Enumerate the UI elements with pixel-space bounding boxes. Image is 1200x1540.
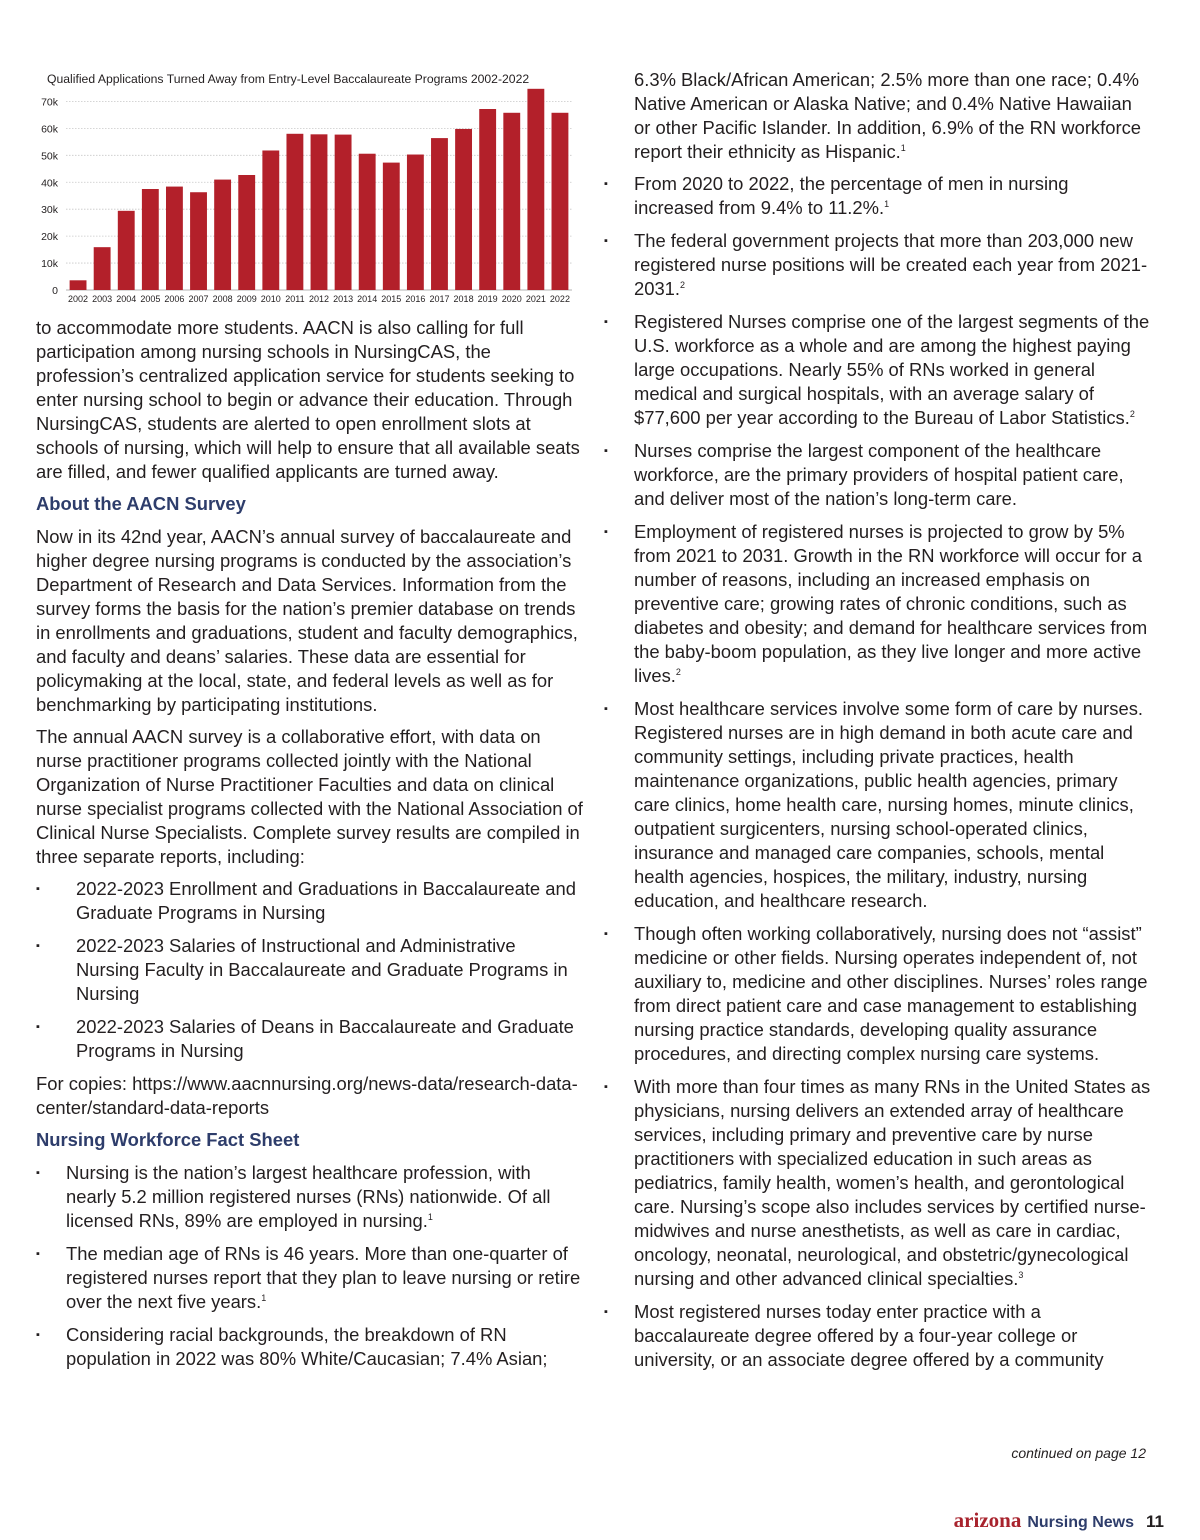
y-tick-label: 0 — [52, 285, 58, 297]
y-tick-label: 50k — [41, 150, 58, 163]
bar-2008 — [214, 180, 231, 290]
continued-fact-text: 6.3% Black/African American; 2.5% more than one race; 0.4% Native American or Alaska Native; and 0.4% Native Hawaiian or other Pacific Islander. In addition, 6.9% of the RN workforce report their ethnicity as Hispanic.$^1$ — [634, 69, 1142, 162]
fact-sheet-heading: Nursing Workforce Fact Sheet — [36, 1129, 300, 1150]
x-tick-label: 2019 — [477, 294, 498, 304]
chart-title: Qualified Applications Turned Away from Entry-Level Baccalaureate Programs 2002-2022 — [47, 72, 530, 86]
x-tick-label: 2015 — [381, 294, 402, 304]
page-footer — [954, 1508, 1164, 1533]
footnote-ref: 1 — [900, 143, 906, 153]
footnote-ref: 1 — [261, 1293, 267, 1303]
x-tick-label: 2021 — [525, 294, 546, 304]
bar-2018 — [455, 129, 472, 290]
report-item: ▪ 2022-2023 Salaries of Instructional and Administrative Nursing Faculty in Baccalaureate and Graduate Programs in Nursing — [36, 934, 584, 1006]
bar-2009 — [238, 175, 255, 290]
bar-2007 — [190, 192, 207, 290]
continued-note: continued on page 12 — [1011, 1445, 1146, 1461]
fact-item: ▪ Nurses comprise the largest component of the healthcare workforce, are the primary providers of hospital patient care, and deliver most of the nation’s long-term care. — [604, 439, 1152, 511]
survey-paragraph-1: Now in its 42nd year, AACN’s annual survey of baccalaureate and higher degree nursing programs is conducted by the association’s Department of Research and Data Services. Information from the survey forms the basis for the nation’s premier database on trends in enrollments and graduations, student and faculty demographics, and faculty and deans’ salaries. These data are essential for policymaking at the local, state, and federal levels as well as for benchmarking by participating institutions. — [36, 526, 578, 715]
copies-link-text: For copies: https://www.aacnnursing.org/news-data/research-data-center/standard-data-reports — [36, 1073, 578, 1118]
x-tick-label: 2011 — [285, 294, 305, 304]
page-number: 11 — [1146, 1512, 1164, 1531]
fact-item: ▪ Most healthcare services involve some form of care by nurses. Registered nurses are in high demand in both acute care and community settings, including private practices, health maintenance organizations, public health agencies, primary care clinics, home health care, nursing homes, minute clinics, outpatient surgicenters, nursing school-operated clinics, insurance and managed care companies, schools, mental health agencies, hospices, the military, industry, nursing education, and healthcare research. — [604, 697, 1152, 913]
bar-2012 — [311, 134, 328, 290]
report-item: ▪ 2022-2023 Enrollment and Graduations in Baccalaureate and Graduate Programs in Nursing — [36, 877, 584, 925]
footnote-ref: 2 — [1129, 409, 1135, 419]
fact-list-right — [604, 172, 1152, 1372]
bar-2015 — [383, 163, 400, 290]
x-tick-label: 2012 — [308, 294, 330, 304]
bar-2019 — [479, 109, 496, 290]
y-tick-label: 20k — [41, 231, 58, 244]
y-tick-label: 60k — [41, 123, 58, 136]
bar-2016 — [407, 155, 424, 290]
x-tick-label: 2014 — [357, 294, 378, 304]
x-tick-label: 2022 — [549, 294, 570, 304]
fact-item: ▪ The median age of RNs is 46 years. More than one-quarter of registered nurses report that they plan to leave nursing or retire over the next five years.$^1$ — [36, 1242, 584, 1314]
bar-2017 — [431, 138, 448, 290]
fact-list-left — [36, 1161, 584, 1371]
x-tick-label: 2004 — [116, 294, 137, 304]
fact-item: ▪ Considering racial backgrounds, the breakdown of RN population in 2022 was 80% White/Caucasian; 7.4% Asian; — [36, 1323, 584, 1371]
survey-heading: About the AACN Survey — [36, 493, 246, 514]
x-tick-label: 2009 — [236, 294, 257, 304]
y-tick-label: 40k — [41, 177, 58, 190]
fact-item: ▪ Though often working collaboratively, nursing does not “assist” medicine or other fields. Nursing operates independent of, not auxiliary to, medicine and other disciplines. Nurses’ roles range from direct patient care and case management to establishing nursing practice standards, developing quality assurance procedures, and directing complex nursing care systems. — [604, 922, 1152, 1066]
bar-2006 — [166, 187, 183, 290]
publication-name: Nursing News — [1027, 1514, 1135, 1531]
bar-2011 — [286, 134, 303, 290]
bar-2005 — [142, 189, 159, 290]
x-tick-label: 2006 — [164, 294, 185, 304]
x-tick-label: 2018 — [453, 294, 474, 304]
publication-logo: arizona — [953, 1508, 1022, 1532]
x-tick-label: 2003 — [92, 294, 113, 304]
y-tick-label: 70k — [41, 96, 58, 109]
x-tick-label: 2020 — [501, 294, 522, 304]
footnote-ref: 1 — [427, 1212, 433, 1222]
bar-2014 — [359, 154, 376, 290]
x-tick-label: 2002 — [68, 294, 89, 304]
fact-item: ▪ The federal government projects that more than 203,000 new registered nurse positions will be created each year from 2021-2031.$^2$ — [604, 229, 1152, 301]
bar-2004 — [118, 211, 135, 290]
x-tick-label: 2013 — [333, 294, 354, 304]
bar-2022 — [552, 113, 569, 290]
intro-paragraph: to accommodate more students. AACN is also calling for full participation among nursing schools in NursingCAS, the profession’s centralized application service for students seeking to enter nursing school to begin or advance their education. Through NursingCAS, students are alerted to open enrollment slots at schools of nursing, which will help to ensure that all available seats are filled, and fewer qualified applicants are turned away. — [36, 317, 580, 482]
fact-item: ▪ Registered Nurses comprise one of the largest segments of the U.S. workforce as a whole and are among the highest paying large occupations. Nearly 55% of RNs worked in general medical and surgical hospitals, with an average salary of $77,600 per year according to the Bureau of Labor Statistics.$^2$ — [604, 310, 1152, 430]
right-column — [604, 68, 1152, 1381]
footnote-ref: 2 — [680, 280, 686, 290]
fact-item: ▪ Employment of registered nurses is projected to grow by 5% from 2021 to 2031. Growth in the RN workforce will occur for a number of reasons, including an increased emphasis on preventive care; growing rates of chronic conditions, such as diabetes and obesity; and demand for healthcare services from the baby-boom population, as they live longer and more active lives.$^2$ — [604, 520, 1152, 688]
y-tick-label: 10k — [41, 258, 58, 271]
y-tick-label: 30k — [41, 204, 58, 217]
bar-2013 — [335, 135, 352, 290]
bar-2002 — [70, 280, 87, 290]
fact-item: ▪ From 2020 to 2022, the percentage of men in nursing increased from 9.4% to 11.2%.$^1$ — [604, 172, 1152, 220]
report-item: ▪ 2022-2023 Salaries of Deans in Baccalaureate and Graduate Programs in Nursing — [36, 1015, 584, 1063]
left-column — [36, 316, 584, 1380]
x-tick-label: 2010 — [260, 294, 281, 304]
x-tick-label: 2008 — [212, 294, 233, 304]
fact-item: ▪ With more than four times as many RNs in the United States as physicians, nursing delivers an extended array of healthcare services, including primary and preventive care by nurse practitioners with specialized education in such areas as pediatrics, family health, women’s health, and gerontological care. Nursing’s scope also includes services by certified nurse-midwives and nurse anesthetists, as well as care in cardiac, oncology, neonatal, neurological, and obstetric/gynecological nursing and other advanced clinical specialties.$^3$ — [604, 1075, 1152, 1291]
fact-item: ▪ Most registered nurses today enter practice with a baccalaureate degree offered by a four-year college or university, or an associate degree offered by a community — [604, 1300, 1152, 1372]
fact-item: ▪ Nursing is the nation’s largest healthcare profession, with nearly 5.2 million registered nurses (RNs) nationwide. Of all licensed RNs, 89% are employed in nursing.$^1$ — [36, 1161, 584, 1233]
bar-2003 — [94, 247, 111, 290]
x-tick-label: 2016 — [405, 294, 426, 304]
x-tick-label: 2007 — [188, 294, 209, 304]
applications-turned-away-chart — [34, 66, 574, 312]
footnote-ref: 1 — [884, 199, 890, 209]
bar-2020 — [503, 113, 520, 290]
footnote-ref: 3 — [1018, 1270, 1024, 1280]
footnote-ref: 2 — [675, 667, 681, 677]
survey-paragraph-2: The annual AACN survey is a collaborative effort, with data on nurse practitioner programs collected jointly with the National Organization of Nurse Practitioner Faculties and data on clinical nurse specialist programs collected with the National Association of Clinical Nurse Specialists. Complete survey results are compiled in three separate reports, including: — [36, 726, 583, 867]
x-tick-label: 2017 — [429, 294, 450, 304]
bar-2021 — [527, 89, 544, 290]
report-list — [36, 877, 584, 1063]
bar-2010 — [262, 150, 279, 290]
x-tick-label: 2005 — [140, 294, 161, 304]
